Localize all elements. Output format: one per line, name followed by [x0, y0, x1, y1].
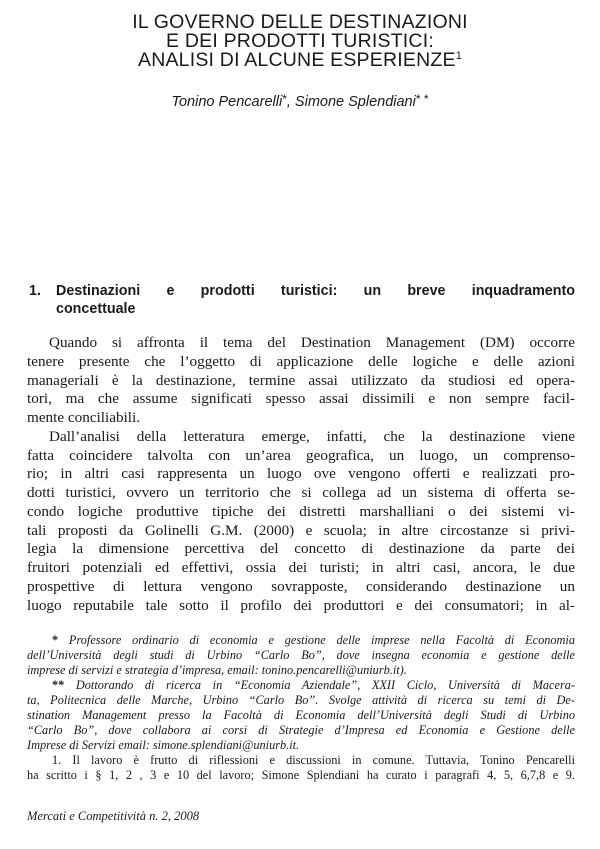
footnote-1-line: imprese di servizi e strategia d’impresa, email: tonino.pencarelli@uniurb.it). — [27, 663, 407, 677]
footnotes — [27, 633, 575, 783]
body-line: legia la dimensione percettiva del concetto di destinazione da parte dei — [27, 540, 575, 558]
footnote-2-line: “Carlo Bo”, dove collabora ai corsi di Strategie d’Impresa ed Economia e Gestione delle — [27, 723, 575, 737]
body-line: luogo reputabile tale sotto il profilo dei produttori e dei consumatori; in al- — [27, 596, 575, 614]
body-line: rio; in altri casi rappresenta un luogo ove vengono offerti e realizzati pro- — [27, 465, 575, 483]
author-2: Simone Splendiani — [294, 94, 416, 110]
footnote-2-text: Dottorando di ricerca in “Economia Aziendale”, XXII Ciclo, Università di Macera- — [64, 678, 575, 692]
author-2-mark: * * — [415, 92, 429, 106]
title-line-3 — [0, 51, 600, 70]
title-line-2: E DEI PRODOTTI TURISTICI: — [166, 30, 434, 52]
author-separator: , — [286, 94, 295, 110]
body-line: condo logiche produttive tipiche dei distretti marshalliani o dei sistemi vi- — [27, 502, 575, 520]
section-number: 1. — [29, 283, 41, 299]
body-line: mente conciliabili. — [27, 409, 141, 426]
footnote-3-line: ha scritto i § 1, 2 , 3 e 10 del lavoro; Simone Splendiani ha curato i paragrafi 4, 5, 6,7,8 e 9. — [27, 768, 575, 782]
body-line: tenere presente che l’oggetto di applicazione delle logiche e delle azioni — [27, 352, 575, 370]
body-line: manageriali è la destinazione, termine assai utilizzato da studiosi ed opera- — [27, 371, 575, 389]
body-line: Dall’analisi della letteratura emerge, infatti, che la destinazione viene — [49, 427, 575, 445]
body-line: tali proposti da Golinelli G.M. (2000) e scuola; in altre circostanze si privi- — [27, 521, 575, 539]
body-line: Quando si affronta il tema del Destination Management (DM) occorre — [49, 334, 575, 351]
authors — [0, 90, 600, 111]
footnote-1-mark: * — [52, 633, 59, 647]
title-line-1: IL GOVERNO DELLE DESTINAZIONI — [132, 11, 468, 33]
journal-citation: Mercati e Competitività n. 2, 2008 — [27, 809, 200, 823]
body-line: tori, ma che assume significati spesso assai dissimili e non sempre facil- — [27, 390, 575, 408]
body-text — [27, 334, 575, 615]
footnote-2-line — [27, 678, 575, 693]
section-title — [56, 282, 575, 318]
footnote-1-line: dell’Università degli studi di Urbino “Carlo Bo”, dove insegna economia e gestione delle — [27, 648, 575, 662]
footnote-2-mark: ** — [52, 678, 65, 692]
title-footnote-ref: 1 — [455, 50, 463, 62]
footnote-2-line: stination Management presso la Facoltà di Economia dell’Università degli Studi di Urbino — [27, 708, 575, 722]
section-heading — [29, 282, 575, 318]
footnote-3-line: 1. Il lavoro è frutto di riflessioni e discussioni in comune. Tuttavia, Tonino Pencarelli — [52, 753, 575, 767]
body-line: fruitori potenziali ed effettivi, ossia dei turisti; in altri casi, ancora, le due — [27, 559, 575, 576]
title-line-3-text: ANALISI DI ALCUNE ESPERIENZE — [137, 49, 456, 71]
footnote-1-text: Professore ordinario di economia e gestione delle imprese nella Facoltà di Economia — [58, 633, 575, 647]
body-line: prospettive di lettura vengono sovrapposte, considerando destinazione un — [27, 577, 575, 595]
body-line: dotti turistici, ovvero un territorio che si collega ad un sistema di offerta se- — [27, 484, 575, 501]
body-line: fatta coincidere talvolta con un’area geografica, un luogo, un comprenso- — [27, 446, 575, 464]
section-title-line-2: concettuale — [56, 301, 136, 317]
footnote-2-line: ta, Politecnica delle Marche, Urbino “Carlo Bo”. Svolge attività di ricerca su temi di De- — [27, 693, 575, 707]
author-1-mark: * — [282, 92, 287, 106]
section-title-line-1: Destinazioni e prodotti turistici: un breve inquadramento — [56, 283, 575, 299]
footnote-1-line — [27, 633, 575, 648]
author-1: Tonino Pencarelli — [171, 94, 283, 110]
paper-title — [0, 13, 600, 70]
footnote-2-line: Imprese di Servizi email: simone.splendiani@uniurb.it. — [27, 738, 300, 752]
